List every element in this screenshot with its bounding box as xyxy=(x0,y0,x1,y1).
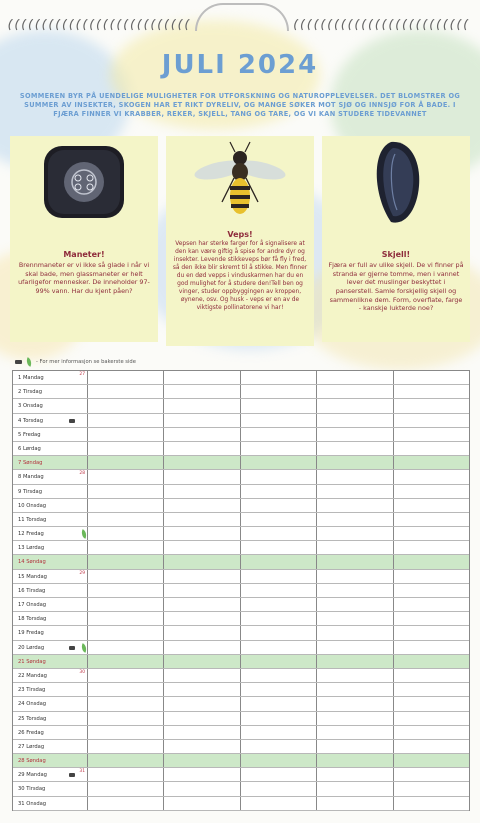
card-title: Skjell! xyxy=(381,250,411,259)
note-cell[interactable] xyxy=(394,683,469,696)
note-cell[interactable] xyxy=(164,740,240,753)
mail-icon xyxy=(15,360,22,364)
note-cell[interactable] xyxy=(241,768,317,781)
day-cell[interactable] xyxy=(13,754,88,767)
leaf-icon xyxy=(80,529,88,539)
note-cell[interactable] xyxy=(394,768,469,781)
note-cell[interactable] xyxy=(164,414,240,427)
note-cell[interactable] xyxy=(88,456,164,469)
note-cell[interactable] xyxy=(88,371,164,384)
day-cell[interactable] xyxy=(13,399,88,412)
note-cell[interactable] xyxy=(88,669,164,682)
note-cell[interactable] xyxy=(164,385,240,398)
note-cell[interactable] xyxy=(317,584,393,597)
day-label: 30 Tirsdag xyxy=(18,786,46,793)
day-cell[interactable] xyxy=(13,697,88,710)
info-card-jellyfish xyxy=(10,136,158,342)
day-row xyxy=(13,513,469,527)
note-cell[interactable] xyxy=(317,414,393,427)
page-title: JULI 2024 xyxy=(161,50,319,80)
day-row xyxy=(13,414,469,428)
note-cell[interactable] xyxy=(394,655,469,668)
note-cell[interactable] xyxy=(164,485,240,498)
note-cell[interactable] xyxy=(394,399,469,412)
note-cell[interactable] xyxy=(394,428,469,441)
spiral-binding xyxy=(0,18,480,32)
note-cell[interactable] xyxy=(88,428,164,441)
note-cell[interactable] xyxy=(317,570,393,583)
note-cell[interactable] xyxy=(88,768,164,781)
note-cell[interactable] xyxy=(164,541,240,554)
day-cell[interactable] xyxy=(13,782,88,795)
day-row xyxy=(13,683,469,697)
note-cell[interactable] xyxy=(241,470,317,483)
note-cell[interactable] xyxy=(164,612,240,625)
week-number: 31 xyxy=(79,769,85,775)
day-row xyxy=(13,485,469,499)
day-cell[interactable] xyxy=(13,726,88,739)
day-row xyxy=(13,570,469,584)
note-cell[interactable] xyxy=(394,470,469,483)
day-row xyxy=(13,655,469,669)
note-cell[interactable] xyxy=(241,570,317,583)
note-cell[interactable] xyxy=(88,797,164,810)
note-cell[interactable] xyxy=(317,782,393,795)
note-cell[interactable] xyxy=(394,712,469,725)
note-cell[interactable] xyxy=(241,782,317,795)
day-cell[interactable] xyxy=(13,612,88,625)
note-cell[interactable] xyxy=(394,485,469,498)
day-label: 5 Fredag xyxy=(18,431,41,438)
day-label: 25 Torsdag xyxy=(18,715,47,722)
note-cell[interactable] xyxy=(241,485,317,498)
note-cell[interactable] xyxy=(88,754,164,767)
day-label: 1 Mandag xyxy=(18,375,44,381)
note-cell[interactable] xyxy=(164,669,240,682)
mail-icon xyxy=(69,646,75,650)
day-label: 15 Mandag xyxy=(18,573,47,580)
wasp-image xyxy=(172,136,308,228)
note-cell[interactable] xyxy=(88,782,164,795)
note-cell[interactable] xyxy=(394,726,469,739)
day-label: 14 Søndag xyxy=(18,559,46,566)
day-cell[interactable] xyxy=(13,485,88,498)
day-row xyxy=(13,371,469,385)
day-row xyxy=(13,442,469,456)
note-cell[interactable] xyxy=(241,641,317,654)
note-cell[interactable] xyxy=(394,797,469,810)
note-cell[interactable] xyxy=(394,456,469,469)
note-cell[interactable] xyxy=(317,442,393,455)
note-cell[interactable] xyxy=(317,513,393,526)
note-cell[interactable] xyxy=(317,371,393,384)
day-label: 31 Onsdag xyxy=(18,800,47,807)
day-label: 2 Tirsdag xyxy=(18,389,42,396)
note-cell[interactable] xyxy=(394,541,469,554)
day-cell[interactable] xyxy=(13,626,88,639)
note-cell[interactable] xyxy=(394,697,469,710)
note-cell[interactable] xyxy=(317,527,393,540)
note-cell[interactable] xyxy=(394,782,469,795)
card-text: Fjæra er full av ulike skjell. De vi finner på stranda er gjerne tomme, men i vannet lever det muslinger beskyttet i panserstell. Samle forskjellig skjell og sammenlikne dem. Form, overflate, farge - kanskje lukterde noe? xyxy=(328,261,464,313)
day-label: 21 Søndag xyxy=(18,658,46,665)
note-cell[interactable] xyxy=(88,584,164,597)
note-cell[interactable] xyxy=(394,669,469,682)
note-cell[interactable] xyxy=(241,385,317,398)
note-cell[interactable] xyxy=(317,655,393,668)
note-cell[interactable] xyxy=(164,754,240,767)
note-cell[interactable] xyxy=(317,683,393,696)
day-label: 16 Tirsdag xyxy=(18,587,46,594)
note-cell[interactable] xyxy=(317,598,393,611)
day-cell[interactable] xyxy=(13,442,88,455)
day-label: 3 Onsdag xyxy=(18,403,43,410)
note-cell[interactable] xyxy=(241,612,317,625)
info-card-mussel xyxy=(322,136,470,342)
day-row xyxy=(13,499,469,513)
note-cell[interactable] xyxy=(241,726,317,739)
note-cell[interactable] xyxy=(317,797,393,810)
mail-icon xyxy=(69,419,75,423)
day-cell[interactable] xyxy=(13,456,88,469)
note-cell[interactable] xyxy=(317,470,393,483)
day-label: 27 Lørdag xyxy=(18,743,45,750)
day-label: 20 Lørdag xyxy=(18,644,45,651)
day-row xyxy=(13,428,469,442)
day-row xyxy=(13,541,469,555)
day-cell[interactable] xyxy=(13,570,88,583)
day-cell[interactable] xyxy=(13,527,88,540)
note-cell[interactable] xyxy=(241,541,317,554)
note-cell[interactable] xyxy=(394,414,469,427)
note-cell[interactable] xyxy=(88,598,164,611)
week-number: 28 xyxy=(79,471,85,477)
note-cell[interactable] xyxy=(317,712,393,725)
note-cell[interactable] xyxy=(394,555,469,568)
note-cell[interactable] xyxy=(394,442,469,455)
note-cell[interactable] xyxy=(164,683,240,696)
day-cell[interactable] xyxy=(13,768,88,781)
note-cell[interactable] xyxy=(241,598,317,611)
note-cell[interactable] xyxy=(394,584,469,597)
note-cell[interactable] xyxy=(317,385,393,398)
day-label: 10 Onsdag xyxy=(18,502,47,509)
note-cell[interactable] xyxy=(317,555,393,568)
note-cell[interactable] xyxy=(88,612,164,625)
note-cell[interactable] xyxy=(164,527,240,540)
day-row xyxy=(13,584,469,598)
note-cell[interactable] xyxy=(164,726,240,739)
note-cell[interactable] xyxy=(394,598,469,611)
note-cell[interactable] xyxy=(241,555,317,568)
note-cell[interactable] xyxy=(241,399,317,412)
note-cell[interactable] xyxy=(164,655,240,668)
day-row xyxy=(13,697,469,711)
week-number: 29 xyxy=(79,570,85,576)
note-cell[interactable] xyxy=(241,442,317,455)
note-cell[interactable] xyxy=(241,626,317,639)
note-cell[interactable] xyxy=(88,655,164,668)
note-cell[interactable] xyxy=(164,456,240,469)
day-label: 28 Søndag xyxy=(18,758,46,765)
note-cell[interactable] xyxy=(88,726,164,739)
note-cell[interactable] xyxy=(164,697,240,710)
day-cell[interactable] xyxy=(13,371,88,384)
day-label: 12 Fredag xyxy=(18,531,44,538)
day-label: 11 Torsdag xyxy=(18,516,47,523)
day-row xyxy=(13,598,469,612)
note-cell[interactable] xyxy=(241,428,317,441)
calendar-grid xyxy=(12,370,470,811)
day-row xyxy=(13,470,469,484)
day-label: 29 Mandag xyxy=(18,772,47,779)
note-cell[interactable] xyxy=(88,712,164,725)
day-row xyxy=(13,555,469,569)
day-cell[interactable] xyxy=(13,541,88,554)
day-row xyxy=(13,612,469,626)
note-cell[interactable] xyxy=(164,513,240,526)
note-cell[interactable] xyxy=(241,754,317,767)
day-cell[interactable] xyxy=(13,740,88,753)
day-cell[interactable] xyxy=(13,584,88,597)
day-cell[interactable] xyxy=(13,470,88,483)
note-cell[interactable] xyxy=(317,541,393,554)
day-cell[interactable] xyxy=(13,669,88,682)
day-row xyxy=(13,782,469,796)
card-title: Veps! xyxy=(227,230,253,239)
day-row xyxy=(13,797,469,811)
day-cell[interactable] xyxy=(13,797,88,810)
day-cell[interactable] xyxy=(13,499,88,512)
legend xyxy=(15,358,136,366)
note-cell[interactable] xyxy=(88,570,164,583)
day-row xyxy=(13,669,469,683)
card-title: Maneter! xyxy=(63,250,105,259)
day-label: 17 Onsdag xyxy=(18,602,47,608)
note-cell[interactable] xyxy=(394,570,469,583)
note-cell[interactable] xyxy=(317,612,393,625)
leaf-icon xyxy=(80,643,88,653)
card-text: Brennmaneter er vi ikke så glade i når vi skal bade, men glassmaneter er helt ufarligefor mennesker. De inneholder 97-99% vann. Har du kjent påen? xyxy=(18,261,150,295)
note-cell[interactable] xyxy=(394,371,469,384)
day-cell[interactable] xyxy=(13,513,88,526)
note-cell[interactable] xyxy=(241,456,317,469)
note-cell[interactable] xyxy=(394,740,469,753)
note-cell[interactable] xyxy=(317,669,393,682)
day-row xyxy=(13,712,469,726)
note-cell[interactable] xyxy=(88,399,164,412)
day-row xyxy=(13,641,469,655)
note-cell[interactable] xyxy=(164,555,240,568)
note-cell[interactable] xyxy=(88,541,164,554)
note-cell[interactable] xyxy=(164,371,240,384)
day-row xyxy=(13,399,469,413)
note-cell[interactable] xyxy=(241,513,317,526)
note-cell[interactable] xyxy=(164,399,240,412)
note-cell[interactable] xyxy=(88,442,164,455)
day-label: 19 Fredag xyxy=(18,630,44,637)
day-cell[interactable] xyxy=(13,428,88,441)
day-cell[interactable] xyxy=(13,641,88,654)
note-cell[interactable] xyxy=(88,697,164,710)
note-cell[interactable] xyxy=(317,740,393,753)
note-cell[interactable] xyxy=(394,626,469,639)
note-cell[interactable] xyxy=(88,740,164,753)
note-cell[interactable] xyxy=(317,456,393,469)
day-cell[interactable] xyxy=(13,385,88,398)
day-row xyxy=(13,385,469,399)
day-cell[interactable] xyxy=(13,598,88,611)
jellyfish-image xyxy=(16,136,152,228)
day-row xyxy=(13,626,469,640)
note-cell[interactable] xyxy=(241,499,317,512)
note-cell[interactable] xyxy=(164,598,240,611)
card-text: Vepsen har sterke farger for å signalisere at den kan være giftig å spise for andre dyr og insekter. Levende stikkeveps bør få fly i fred, så den ikke blir skremt til å stikke. Men finner du en død vepps i vinduskarmen har du en god mulighet for å studere den!Tell ben og vinger, studer oppbyggingen av kroppen, øynene, osv. Og husk - veps er en av de viktigste pollinatorene vi har! xyxy=(172,241,308,311)
mail-icon xyxy=(69,773,75,777)
info-card-wasp xyxy=(166,136,314,346)
note-cell[interactable] xyxy=(164,768,240,781)
note-cell[interactable] xyxy=(88,641,164,654)
day-label: 8 Mandag xyxy=(18,474,44,481)
mussel-image xyxy=(328,136,464,228)
note-cell[interactable] xyxy=(164,797,240,810)
day-row xyxy=(13,740,469,754)
note-cell[interactable] xyxy=(394,612,469,625)
day-row xyxy=(13,527,469,541)
note-cell[interactable] xyxy=(88,555,164,568)
note-cell[interactable] xyxy=(241,371,317,384)
day-label: 9 Tirsdag xyxy=(18,488,42,495)
day-label: 6 Lørdag xyxy=(18,445,41,452)
note-cell[interactable] xyxy=(241,740,317,753)
note-cell[interactable] xyxy=(317,768,393,781)
note-cell[interactable] xyxy=(88,683,164,696)
intro-text: SOMMEREN BYR PÅ UENDELIGE MULIGHETER FOR UTFORSKNING OG NATUROPPLEVELSER. DET BLOMSTRER OG SUMMER AV INSEKTER, SKOGEN HAR ET RIKT DYRELIV, OG MANGE SØKER MOT SJØ OG INNSJØ FOR Å BADE. I FJÆRA FINNER VI KRABBER, REKER, SKJELL, TANG OG TARE, OG VI KAN STUDERE TIDEVANNET xyxy=(19,92,461,118)
note-cell[interactable] xyxy=(394,513,469,526)
note-cell[interactable] xyxy=(241,797,317,810)
note-cell[interactable] xyxy=(88,414,164,427)
leaf-icon xyxy=(25,357,33,367)
note-cell[interactable] xyxy=(164,584,240,597)
note-cell[interactable] xyxy=(88,527,164,540)
note-cell[interactable] xyxy=(88,513,164,526)
note-cell[interactable] xyxy=(241,655,317,668)
note-cell[interactable] xyxy=(394,527,469,540)
note-cell[interactable] xyxy=(88,385,164,398)
note-cell[interactable] xyxy=(317,641,393,654)
note-cell[interactable] xyxy=(164,712,240,725)
day-cell[interactable] xyxy=(13,655,88,668)
day-label: 23 Tirsdag xyxy=(18,687,46,694)
legend-text: - For mer informasjon se bakerste side xyxy=(36,359,136,365)
day-label: 24 Onsdag xyxy=(18,701,47,708)
day-cell[interactable] xyxy=(13,414,88,427)
day-cell[interactable] xyxy=(13,712,88,725)
day-row xyxy=(13,768,469,782)
note-cell[interactable] xyxy=(394,641,469,654)
note-cell[interactable] xyxy=(241,712,317,725)
day-cell[interactable] xyxy=(13,555,88,568)
day-row xyxy=(13,754,469,768)
note-cell[interactable] xyxy=(164,626,240,639)
day-label: 26 Fredag xyxy=(18,729,44,736)
day-label: 13 Lørdag xyxy=(18,545,45,552)
note-cell[interactable] xyxy=(241,669,317,682)
note-cell[interactable] xyxy=(88,470,164,483)
day-label: 4 Torsdag xyxy=(18,417,44,424)
note-cell[interactable] xyxy=(241,527,317,540)
note-cell[interactable] xyxy=(317,754,393,767)
day-cell[interactable] xyxy=(13,683,88,696)
note-cell[interactable] xyxy=(241,414,317,427)
note-cell[interactable] xyxy=(164,428,240,441)
day-label: 7 Søndag xyxy=(18,460,43,467)
note-cell[interactable] xyxy=(394,754,469,767)
week-number: 30 xyxy=(79,669,85,675)
note-cell[interactable] xyxy=(241,584,317,597)
week-number: 27 xyxy=(79,372,85,377)
note-cell[interactable] xyxy=(88,485,164,498)
note-cell[interactable] xyxy=(317,697,393,710)
note-cell[interactable] xyxy=(317,485,393,498)
day-row xyxy=(13,456,469,470)
note-cell[interactable] xyxy=(317,428,393,441)
note-cell[interactable] xyxy=(164,442,240,455)
day-label: 22 Mandag xyxy=(18,672,47,679)
note-cell[interactable] xyxy=(164,641,240,654)
note-cell[interactable] xyxy=(88,499,164,512)
note-cell[interactable] xyxy=(88,626,164,639)
note-cell[interactable] xyxy=(317,626,393,639)
note-cell[interactable] xyxy=(394,499,469,512)
note-cell[interactable] xyxy=(317,726,393,739)
day-label: 18 Torsdag xyxy=(18,616,47,623)
note-cell[interactable] xyxy=(317,499,393,512)
note-cell[interactable] xyxy=(164,570,240,583)
note-cell[interactable] xyxy=(241,697,317,710)
note-cell[interactable] xyxy=(241,683,317,696)
note-cell[interactable] xyxy=(317,399,393,412)
note-cell[interactable] xyxy=(164,470,240,483)
note-cell[interactable] xyxy=(394,385,469,398)
note-cell[interactable] xyxy=(164,782,240,795)
note-cell[interactable] xyxy=(164,499,240,512)
day-row xyxy=(13,726,469,740)
